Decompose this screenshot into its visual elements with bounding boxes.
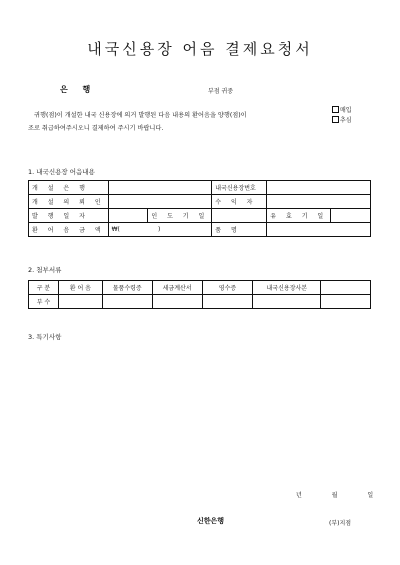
field-bill-amount[interactable]: ₩( ) [108,223,212,237]
table-row [29,295,371,309]
header-category: 구 분 [29,281,59,295]
option-collection-label: 추심 [340,117,352,124]
table-row [29,181,371,195]
header-receipt: 영수증 [202,281,253,295]
label-applicant: 개 설 의 뢰 인 [29,195,109,209]
table-row [29,281,371,295]
field-copies-extra[interactable] [321,295,371,309]
bank-label: 은 행 [60,85,97,94]
label-opening-bank: 개 설 은 행 [29,181,109,195]
header-extra [321,281,371,295]
label-copies: 부 수 [29,295,59,309]
option-purchase[interactable] [332,106,352,115]
header-bill: 환 어 음 [58,281,102,295]
field-copies-receipt-goods[interactable] [102,295,152,309]
table-row [29,223,371,237]
section1-title: 1. 내국신용장 어음내용 [28,168,95,176]
field-copies-tax-invoice[interactable] [152,295,202,309]
table-row [29,209,371,223]
section3-title: 3. 특기사항 [28,333,62,341]
field-opening-bank[interactable] [108,181,212,195]
field-beneficiary[interactable] [267,195,371,209]
section2-title: 2. 첨부서류 [28,266,62,274]
label-delivery-date: 인 도 기 일 [148,209,212,223]
intro-line-1: 귀행(점)이 개설한 내국 신용장에 의거 발행된 다음 내용의 환어음을 양행(점)이 [34,112,247,119]
footer-bank-name: 신한은행 [197,517,225,525]
field-copies-receipt[interactable] [202,295,253,309]
field-issue-date[interactable] [108,209,148,223]
field-expiry-date[interactable] [331,209,371,223]
label-bill-amount: 환 어 음 금 액 [29,223,109,237]
label-item: 품 명 [212,223,267,237]
checkbox-icon[interactable] [332,106,339,113]
field-credit-number[interactable] [267,181,371,195]
field-item[interactable] [267,223,371,237]
footer-date: 년 월 일 [296,492,374,499]
intro-line-2: 조로 취급하여주시오니 결제하여 주시기 바랍니다. [28,125,164,132]
label-beneficiary: 수 익 자 [212,195,267,209]
checkbox-icon[interactable] [332,116,339,123]
table-row [29,195,371,209]
attachments-table [28,280,371,309]
option-purchase-label: 매입 [340,107,352,114]
label-credit-number: 내국신용장번호 [212,181,267,195]
field-copies-credit-copy[interactable] [253,295,321,309]
field-delivery-date[interactable] [212,209,267,223]
document-title: 내국신용장 어음 결제요청서 [87,40,313,58]
credit-details-table [28,180,371,237]
label-expiry-date: 유 효 기 일 [267,209,331,223]
header-receipt-goods: 물품수령증 [102,281,152,295]
field-copies-bill[interactable] [58,295,102,309]
label-issue-date: 발 행 일 자 [29,209,109,223]
header-credit-copy: 내국신용장사본 [253,281,321,295]
branch-label: 부점 귀중 [208,88,234,95]
option-collection[interactable] [332,116,352,125]
intro-text [28,109,328,135]
field-applicant[interactable] [108,195,212,209]
header-tax-invoice: 세금계산서 [152,281,202,295]
footer-branch-role: (부)지점 [329,520,352,527]
